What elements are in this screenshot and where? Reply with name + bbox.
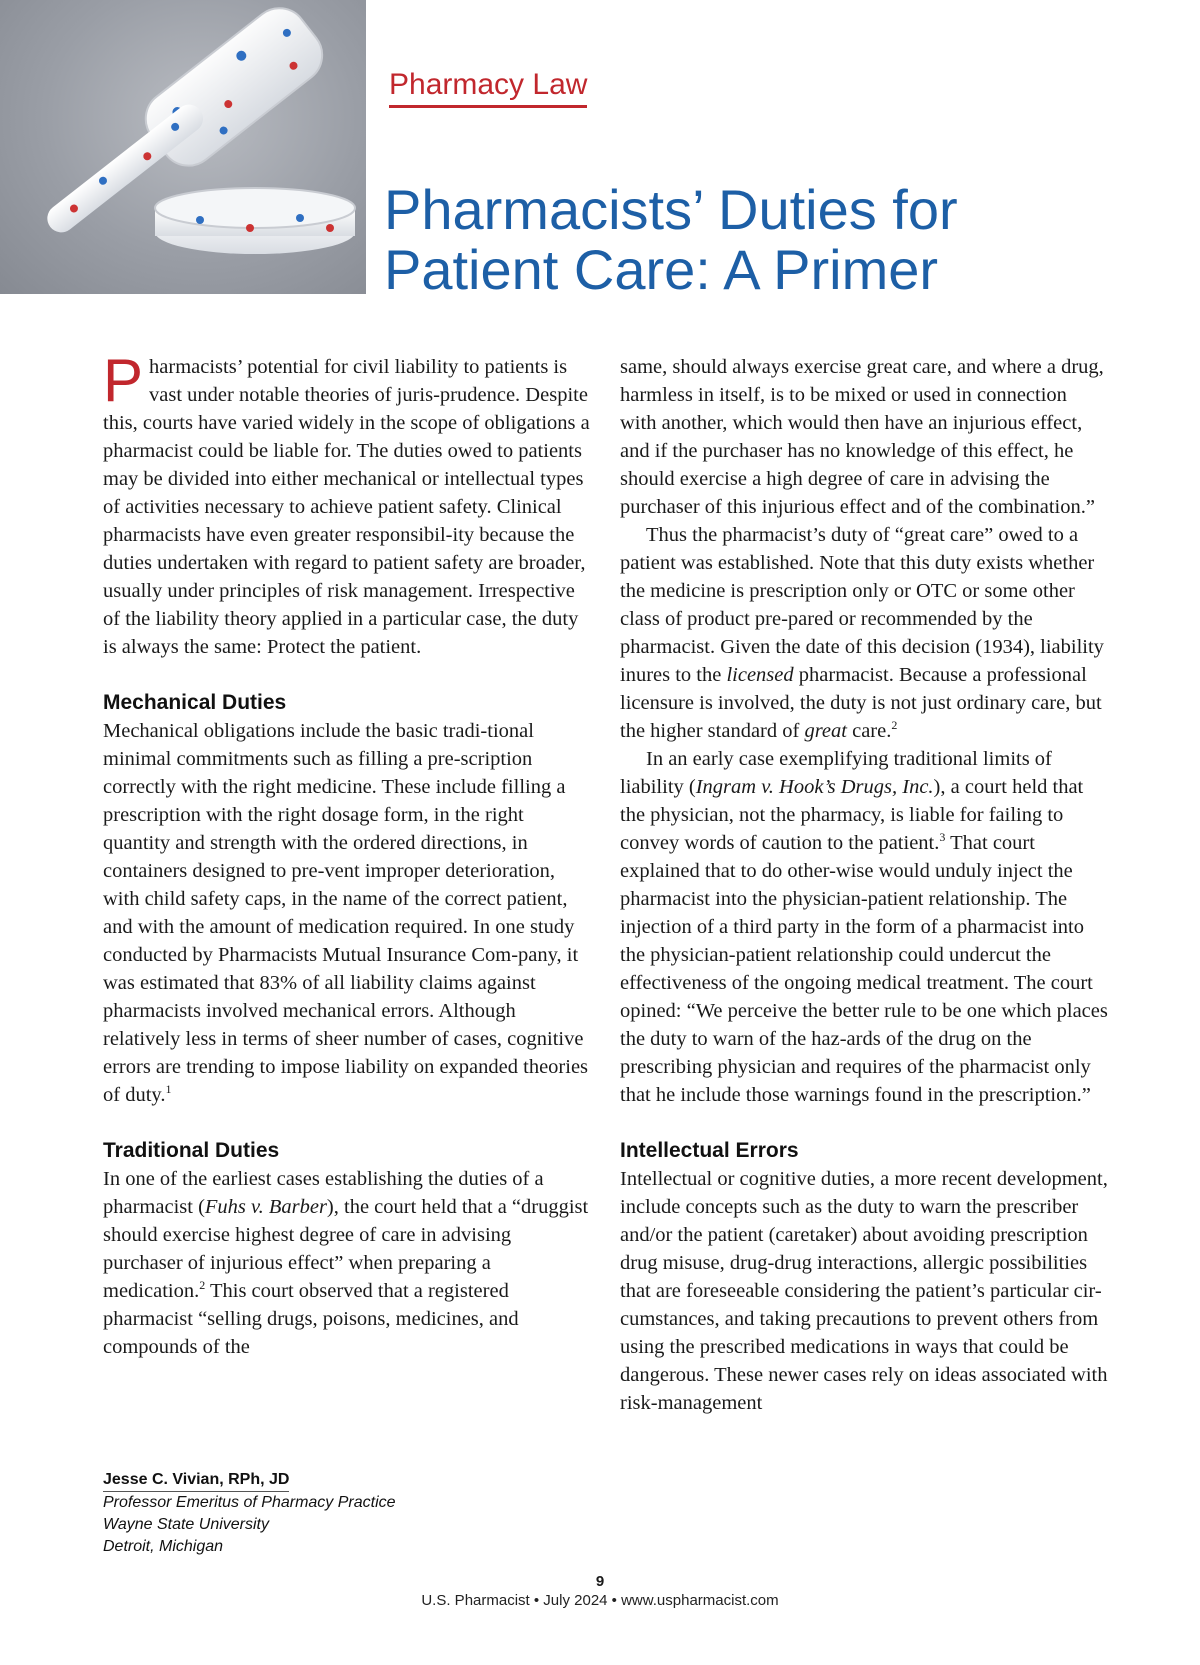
author-title: Professor Emeritus of Pharmacy Practice: [103, 1494, 396, 1511]
footnote-ref: 3: [939, 830, 946, 845]
footnote-ref: 2: [891, 718, 898, 733]
author-name: Jesse C. Vivian, RPh, JD: [103, 1469, 289, 1492]
great-care-paragraph: Thus the pharmacist’s duty of “great care” owed to a patient was established. Note that this duty exists whether the medicine is prescription only or OTC or some other class of product pre-pared or recommended by the pharmacist. Given the date of this decision (1934), liability inures to the licensed pharmacist. Because a professional licensure is involved, the duty is not just ordinary care, but the higher standard of great care.$^2$: [620, 524, 1104, 742]
article-column-left: [103, 347, 591, 1361]
quote-continuation: same, should always exercise great care, and where a drug, harmless in itself, is to be mixed or used in connection with another, which would then have an injurious effect, and if the purchaser has no knowledge of this effect, he should exercise a high degree of care in advising the purchaser of this injurious effect and of the combination.”: [620, 356, 1104, 518]
title-line-1: Pharmacists’ Duties for: [384, 178, 958, 241]
author-location: Detroit, Michigan: [103, 1538, 224, 1555]
footnote-ref: 1: [165, 1082, 172, 1097]
hero-image: [0, 0, 366, 294]
heading-traditional-duties: Traditional Duties: [103, 1139, 280, 1162]
section-label: Pharmacy Law: [389, 66, 587, 108]
heading-intellectual-errors: Intellectual Errors: [620, 1139, 799, 1162]
publication-footer: U.S. Pharmacist • July 2024 • www.uspharmacist.com: [421, 1592, 779, 1609]
article-column-right: [620, 353, 1108, 1417]
page-number: 9: [595, 1573, 605, 1590]
intellectual-paragraph: Intellectual or cognitive duties, a more recent development, include concepts such as the duty to warn the prescriber and/or the patient (caretaker) about avoiding prescription drug misuse, drug-drug interactions, allergic possibilities that are foreseeable considering the patient’s particular cir-cumstances, and taking precautions to prevent others from using the prescribed medications in ways that could be dangerous. These newer cases rely on ideas associated with risk-management: [620, 1168, 1108, 1414]
traditional-paragraph: In one of the earliest cases establishing the duties of a pharmacist (Fuhs v. Barber), the court held that a “druggist should exercise highest degree of care in advising purchaser of injurious effect” when preparing a medication.$^2$ This court observed that a registered pharmacist “selling drugs, poisons, medicines, and compounds of the: [103, 1168, 589, 1358]
title-line-2: Patient Care: A Primer: [384, 238, 939, 301]
ingram-paragraph: In an early case exemplifying traditional limits of liability (Ingram v. Hook’s Drugs, Inc.), a court held that the physician, not the pharmacy, is liable for failing to convey words of caution to the patient.$^3$ That court explained that to do other-wise would unduly inject the pharmacist into the physician-patient relationship. The injection of a third party in the form of a pharmacist into the physician-patient relationship could undercut the effectiveness of the ongoing medical treatment. The court opined: “We perceive the better rule to be one which places the duty to warn of the haz-ards of the drug on the prescribing physician and requires of the pharmacist only that he include those warnings found in the prescription.”: [620, 748, 1108, 1106]
author-institution: Wayne State University: [103, 1516, 269, 1533]
intro-paragraph: Pharmacists’ potential for civil liability to patients is vast under notable theories of juris-prudence. Despite this, courts have varied widely in the scope of obligations a pharmacist could be liable for. The duties owed to patients may be divided into either mechanical or intellectual types of activities necessary to achieve patient safety. Clinical pharmacists have even greater responsibil-ity because the duties undertaken with regard to patient safety are broader, usually under principles of risk management. Irrespective of the liability theory applied in a particular case, the duty is always the same: Protect the patient.: [103, 347, 590, 658]
article-title: [384, 180, 1184, 300]
gavel-made-of-pills-icon: [0, 0, 366, 294]
mechanical-paragraph: Mechanical obligations include the basic tradi-tional minimal commitments such as filling a pre-scription correctly with the right medicine. These include filling a prescription with the right dosage form, in the right quantity and strength with the ordered directions, in containers designed to pre-vent improper deterioration, with child safety caps, in the name of the correct patient, and with the amount of medication required. In one study conducted by Pharmacists Mutual Insurance Com-pany, it was estimated that 83% of all liability claims against pharmacists involved mechanical errors. Although relatively less in terms of sheer number of cases, cognitive errors are trending to impose liability on expanded theories of duty.$^1$: [103, 720, 589, 1106]
drop-cap: P: [103, 347, 144, 414]
case-name: Fuhs v. Barber: [204, 1196, 327, 1218]
heading-mechanical-duties: Mechanical Duties: [103, 691, 287, 714]
case-name: Ingram v. Hook’s Drugs, Inc.: [695, 776, 934, 798]
author-block: [103, 1469, 503, 1558]
footnote-ref: 2: [199, 1278, 206, 1293]
